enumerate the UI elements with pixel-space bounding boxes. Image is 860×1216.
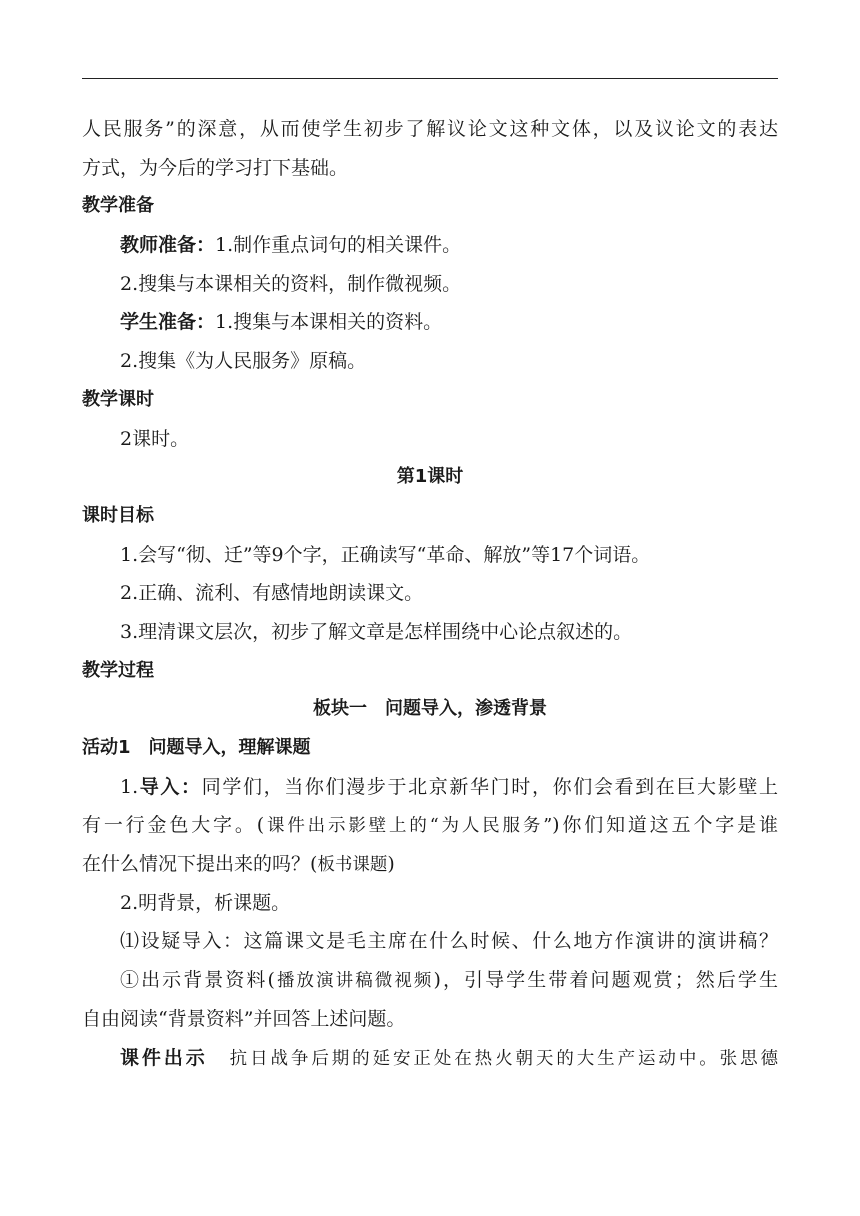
activity-title: 活动1 问题导入，理解课题 xyxy=(82,737,311,758)
paragraph-line: 方式，为今后的学习打下基础。 xyxy=(82,156,349,179)
paragraph-line xyxy=(82,806,778,845)
document-body xyxy=(82,110,778,1077)
list-item: 3.理清课文层次，初步了解文章是怎样围绕中心论点叙述的。 xyxy=(120,620,633,643)
lesson-title: 第1课时 xyxy=(396,466,464,488)
item-text: 同学们，当你们漫步于北京新华门时，你们会看到在巨大影壁上 xyxy=(201,775,778,798)
stage-note: 播放演讲稿微视频 xyxy=(274,971,434,992)
paragraph-line: 2课时。 xyxy=(120,427,190,450)
section-heading: 课时目标 xyxy=(82,504,154,526)
item-text: ①出示背景资料( xyxy=(120,969,275,992)
stage-note: 课件出示影壁上的“为人民服务” xyxy=(264,816,553,837)
paragraph-line xyxy=(82,768,778,807)
section-heading: 教学准备 xyxy=(82,195,154,217)
label: 教师准备： xyxy=(120,234,216,257)
item-text: 在什么情况下提出来的吗？( xyxy=(82,853,318,876)
paragraph-line: ⑴设疑导入：这篇课文是毛主席在什么时候、什么地方作演讲的演讲稿？ xyxy=(120,930,778,953)
label: 导入： xyxy=(138,775,202,798)
paragraph-line xyxy=(82,961,778,1000)
paragraph-line: 2.明背景，析课题。 xyxy=(120,891,291,914)
list-item: 2.正确、流利、有感情地朗读课文。 xyxy=(120,582,424,605)
paragraph-line xyxy=(82,845,778,884)
section-heading: 教学课时 xyxy=(82,388,154,410)
paragraph-line: 人民服务”的深意，从而使学生初步了解议论文这种文体，以及议论文的表达 xyxy=(82,118,778,140)
list-item xyxy=(82,226,778,265)
item-text: 1.制作重点词句的相关课件。 xyxy=(215,234,462,257)
list-item: 1.会写“彻、迁”等9个字，正确读写“革命、解放”等17个词语。 xyxy=(120,543,651,566)
item-text: )，引导学生带着问题观赏；然后学生 xyxy=(433,969,778,992)
list-item: 2.搜集与本课相关的资料，制作微视频。 xyxy=(120,272,462,295)
header-rule xyxy=(82,78,778,79)
item-text: )你们知道这五个字是谁 xyxy=(552,814,778,837)
label: 课件出示 xyxy=(120,1046,208,1069)
block-title: 板块一 问题导入，渗透背景 xyxy=(313,698,547,720)
item-text: 1.搜集与本课相关的资料。 xyxy=(215,311,443,334)
courseware-text: 抗日战争后期的延安正处在热火朝天的大生产运动中。张思德 xyxy=(229,1048,778,1069)
paragraph-line: 自由阅读“背景资料”并回答上述问题。 xyxy=(82,1007,406,1030)
item-number: 1. xyxy=(120,775,139,798)
label: 学生准备： xyxy=(120,311,216,334)
item-text: ) xyxy=(387,853,395,876)
list-item xyxy=(82,303,778,342)
item-text: 有一行金色大字。( xyxy=(82,814,265,837)
list-item: 2.搜集《为人民服务》原稿。 xyxy=(120,350,367,373)
section-heading: 教学过程 xyxy=(82,659,154,681)
stage-note: 板书课题 xyxy=(317,855,388,876)
paragraph-line xyxy=(82,1039,778,1078)
